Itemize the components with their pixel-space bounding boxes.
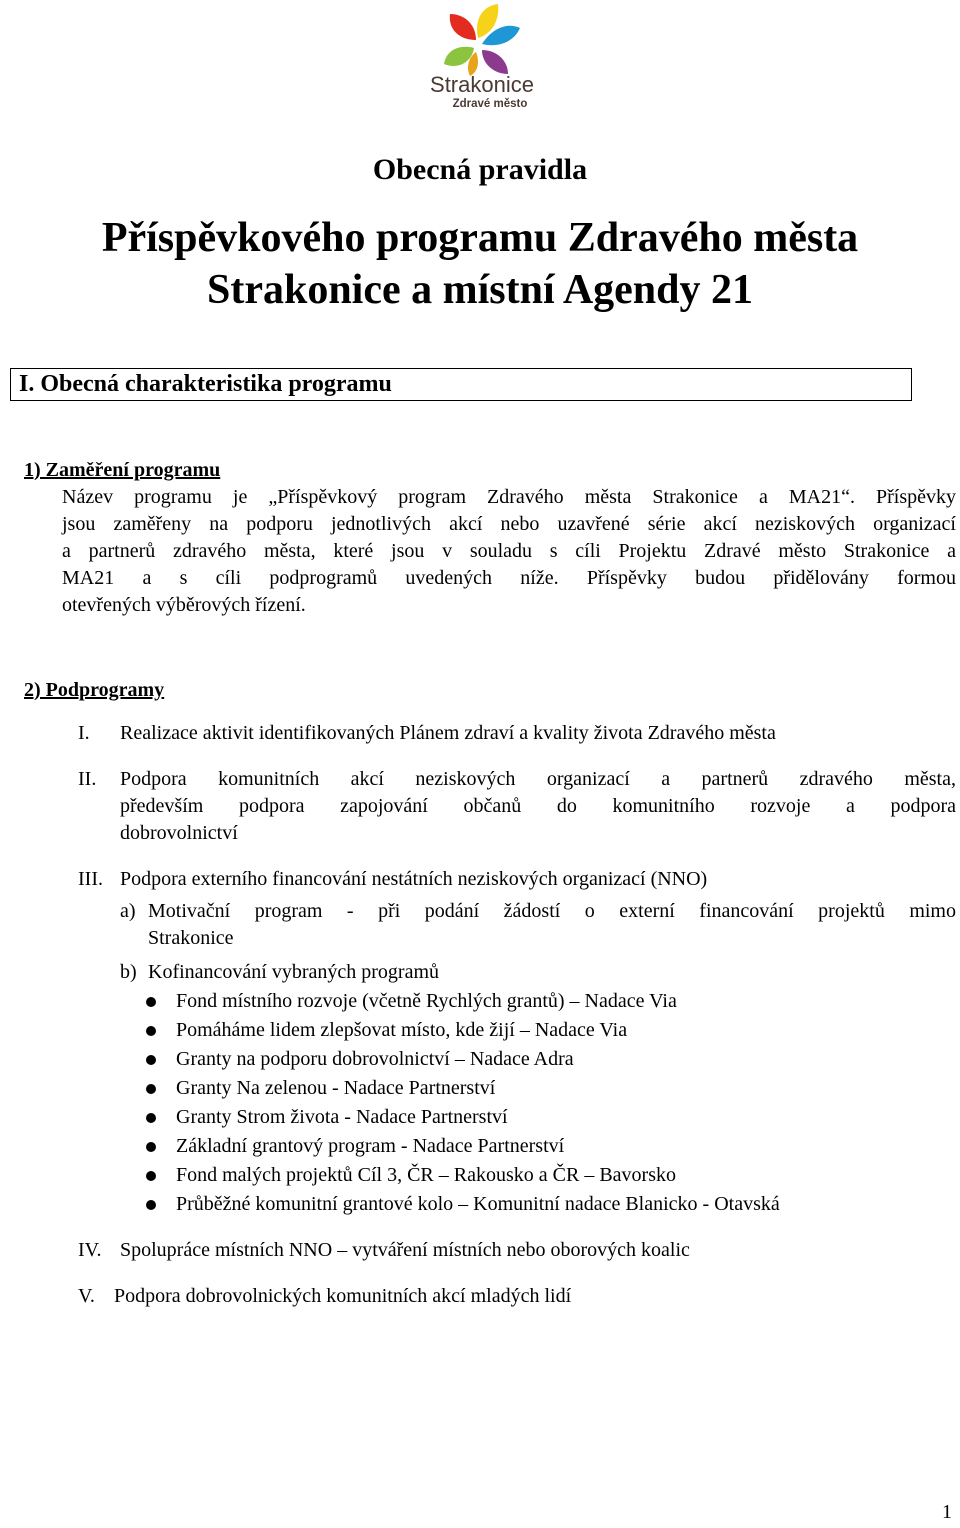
page-number: 1: [942, 1501, 952, 1523]
bullet-text: Průběžné komunitní grantové kolo – Komunitní nadace Blanicko - Otavská: [176, 1193, 780, 1215]
bullet-text: Základní grantový program - Nadace Partnerství: [176, 1135, 565, 1157]
bullet-text: Granty Na zelenou - Nadace Partnerství: [176, 1077, 496, 1099]
logo-leaf-red: [450, 14, 476, 40]
section-heading-box: I. Obecná charakteristika programu: [10, 368, 912, 401]
subprogram-text: především podpora zapojování občanů do komunitního rozvoje a podpora: [120, 795, 956, 817]
logo-tagline: Zdravé město: [452, 98, 528, 110]
focus-line: MA21 a s cíli podprogramů uvedených níže. Příspěvky budou přidělovány formou: [62, 567, 956, 589]
subprogram-text: Realizace aktivit identifikovaných Plánem zdraví a kvality života Zdravého města: [120, 722, 776, 744]
program-title-line1: Příspěvkového programu Zdravého města: [101, 215, 859, 261]
bullet-text: Granty na podporu dobrovolnictví – Nadace Adra: [176, 1048, 574, 1070]
logo-leaf-purple: [482, 50, 508, 74]
bullet-dot: [146, 1142, 156, 1152]
strakonice-logo: [416, 0, 548, 118]
document-title: Obecná pravidla: [372, 153, 588, 186]
focus-line: a partnerů zdravého města, které jsou v souladu s cíli Projektu Zdravé město Strakonice a: [62, 540, 956, 562]
sub-item-text: Motivační program - při podání žádostí o externí financování projektů mimo: [148, 900, 956, 922]
bullet-text: Fond malých projektů Cíl 3, ČR – Rakousko a ČR – Bavorsko: [176, 1164, 676, 1186]
subprogram-number: II.: [78, 768, 97, 790]
bullet-text: Fond místního rozvoje (včetně Rychlých grantů) – Nadace Via: [176, 990, 677, 1012]
sub-item-label: b): [120, 961, 137, 983]
bullet-dot: [146, 1055, 156, 1065]
focus-line: Název programu je „Příspěvkový program Zdravého města Strakonice a MA21“. Příspěvky: [62, 486, 956, 508]
bullet-dot: [146, 1200, 156, 1210]
subprograms-heading: 2) Podprogramy: [24, 679, 165, 701]
subprogram-text: Podpora externího financování nestátních neziskových organizací (NNO): [120, 868, 708, 890]
sub-item-label: a): [120, 900, 136, 922]
bullet-dot: [146, 1084, 156, 1094]
bullet-text: Granty Strom života - Nadace Partnerství: [176, 1106, 508, 1128]
sub-item-text: Kofinancování vybraných programů: [148, 961, 440, 983]
logo-city-name: Strakonice: [430, 72, 534, 97]
bullet-text: Pomáháme lidem zlepšovat místo, kde žijí – Nadace Via: [176, 1019, 628, 1041]
program-title-line2: Strakonice a místní Agendy 21: [206, 267, 754, 313]
subprogram-text: Podpora komunitních akcí neziskových organizací a partnerů zdravého města,: [120, 768, 956, 790]
bullet-dot: [146, 997, 156, 1007]
logo-graphic: [416, 0, 548, 118]
bullet-dot: [146, 1026, 156, 1036]
bullet-dot: [146, 1113, 156, 1123]
subprogram-text: Podpora dobrovolnických komunitních akcí mladých lidí: [114, 1285, 572, 1307]
subprogram-number: IV.: [78, 1239, 102, 1261]
bullet-dot: [146, 1171, 156, 1181]
subprogram-text: Spolupráce místních NNO – vytváření místních nebo oborových koalic: [120, 1239, 690, 1261]
focus-line: otevřených výběrových řízení.: [62, 594, 306, 616]
subprogram-number: I.: [78, 722, 90, 744]
subprogram-text: dobrovolnictví: [120, 822, 238, 844]
subprogram-number: III.: [78, 868, 103, 890]
focus-line: jsou zaměřeny na podporu jednotlivých akcí nebo uzavřené série akcí neziskových organizací: [62, 513, 956, 535]
subprogram-number: V.: [78, 1285, 95, 1307]
focus-heading: 1) Zaměření programu: [24, 459, 221, 481]
sub-item-text: Strakonice: [148, 927, 234, 949]
